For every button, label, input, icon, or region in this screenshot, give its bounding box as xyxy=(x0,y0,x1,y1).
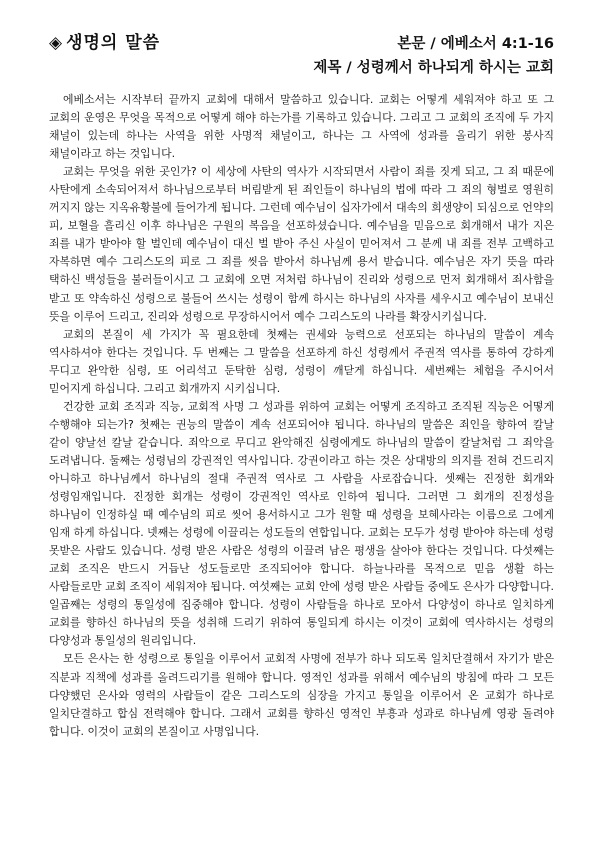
page-title: 생명의 말씀 xyxy=(66,33,161,53)
sermon-body xyxy=(49,91,554,741)
paragraph-1: 에베소서는 시작부터 끝까지 교회에 대해서 말씀하고 있습니다. 교회는 어떻게 세워져야 하고 또 그 교회의 운영은 무엇을 목적으로 어떻게 해야 하는가를 기록하고 있습니다. 그리고 그 교회의 조직에 두 가지 채널이 있는데 하나는 사역을 위한 사명적 채널이고, 하나는 그 사역에 성과를 올리기 위한 봉사직 채널이라고 하는 것입니다. xyxy=(49,93,554,161)
paragraph-4: 건강한 교회 조직과 직능, 교회적 사명 그 성과를 위하여 교회는 어떻게 조직하고 조직된 직능은 어떻게 수행해야 되는가? 첫째는 권능의 말씀이 계속 선포되어야 됩니다. 하나님의 말씀은 죄인을 향하여 칼날 같이 양날선 칼날 같습니다. 죄악으로 무디고 완악해진 심령에게도 하나님의 말씀이 칼날처럼 그 죄악을 도려냅니다. 둘째는 성령님의 강권적인 역사입니다. 강권이라고 하는 것은 상대방의 의지를 전혀 건드리지 아니하고 하나님께서 하나님의 절대 주권적 역사로 그 사람을 사로잡습니다. 셋째는 진정한 회개와 성령임재입니다. 진정한 회개는 성령이 강권적인 역사로 인하여 됩니다. 그러면 그 회개의 진정성을 하나님이 인정하실 때 예수님의 피로 씻어 용서하시고 그가 원할 때 성령을 보혜사라는 이름으로 그에게 임재 하게 하십니다. 넷째는 성령에 이끌리는 성도들의 연합입니다. 교회는 모두가 성령 받아야 하는데 성령 못받은 사람도 있습니다. 성령 받은 사람은 성령의 이끌려 남은 평생을 살아야 한다는 것입니다. 다섯째는 교회 조직은 반드시 거듭난 성도들로만 조직되어야 합니다. 하늘나라를 목적으로 믿음 생활 하는 사람들로만 교회 조직이 세워져야 됩니다. 여섯째는 교회 안에 성령 받은 사람들 중에도 은사가 다양합니다. 일곱째는 성령의 통일성에 집중해야 합니다. 성령이 사람들을 하나로 모아서 다양성이 하나로 일치하게 교회를 향하신 하나님의 뜻을 성취해 드리기 위하여 통일되게 하시는 이것이 교회에 역사하시는 성령의 다양성과 통일성의 원리입니다. xyxy=(49,399,554,648)
paragraph-2: 교회는 무엇을 위한 곳인가? 이 세상에 사탄의 역사가 시작되면서 사람이 죄를 짓게 되고, 그 죄 때문에 사탄에게 소속되어져서 하나님으로부터 버림받게 된 죄인들이 하나님의 법에 따라 그 죄의 형벌로 영원히 꺼지지 않는 지옥유황불에 들어가게 됩니다. 그런데 예수님이 십자가에서 대속의 희생양이 되심으로 언약의 피, 보혈을 흘리신 이후 하나님은 구원의 복음을 선포하셨습니다. 예수님을 믿음으로 회개해서 내가 지은 죄를 내가 받아야 할 벌인데 예수님이 대신 벌 받아 주신 사실이 믿어져서 그 분께 내 죄를 전부 고백하고 자복하면 예수 그리스도의 피로 그 죄를 씻음 받아서 하나님께 용서 받습니다. 예수님은 자기 뜻을 따라 택하신 백성들을 불러들이시고 그 교회에 오면 저처럼 하나님이 진리와 성령으로 먼저 회개해서 죄사함을 받고 또 약속하신 성령으로 불들어 쓰시는 성령이 함께 하시는 하나님의 사자를 세우시고 예수님이 보내신 뜻을 이루어 드리고, 진리와 성령으로 무장하시어서 예수 그리스도의 나라를 확장시키십니다. xyxy=(49,165,554,323)
header xyxy=(49,28,554,53)
sermon-subtitle: 제목 / 성령께서 하나되게 하시는 교회 xyxy=(313,60,554,76)
diamond-icon: ◈ xyxy=(49,33,63,53)
scripture-passage: 본문 / 에베소서 4:1-16 xyxy=(397,36,554,52)
paragraph-3: 교회의 본질이 세 가지가 꼭 필요한데 첫째는 권세와 능력으로 선포되는 하나님의 말씀이 계속 역사하셔야 한다는 것입니다. 두 번째는 그 말씀을 선포하게 하신 성령께서 주권적 역사를 통하여 강하게 무디고 완악한 심령, 또 어리석고 둔탁한 심령, 성령이 깨닫게 하십니다. 세번째는 체험을 주시어서 믿어지게 하십니다. 그리고 회개까지 시키십니다. xyxy=(49,327,554,395)
title-block xyxy=(49,28,160,53)
paragraph-5: 모든 은사는 한 성령으로 통일을 이루어서 교회적 사명에 전부가 하나 되도록 일치단결해서 자기가 받은 직분과 직책에 성과를 올려드리기를 원해야 합니다. 영적인 성과를 위해서 예수님의 방침에 따라 그 모든 다양했던 은사와 영력의 사람들이 같은 그리스도의 심장을 가지고 통일을 이루어서 온 교회가 하나로 일치단결하고 합심 전력해야 합니다. 그래서 교회를 향하신 영적인 부흥과 성과로 하나님께 영광 돌려야 합니다. 이것이 교회의 본질이고 사명입니다. xyxy=(49,652,554,738)
